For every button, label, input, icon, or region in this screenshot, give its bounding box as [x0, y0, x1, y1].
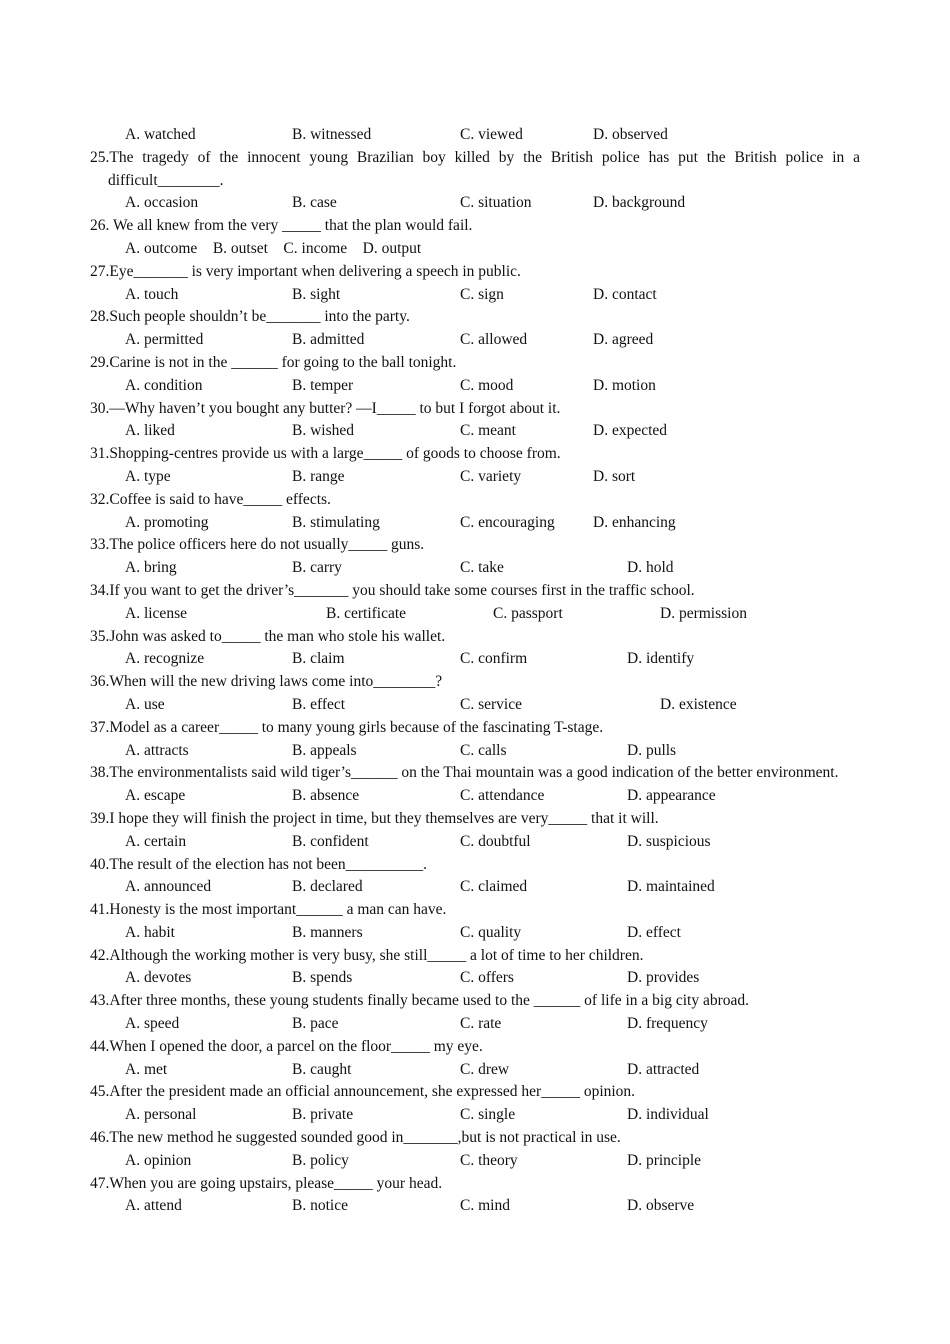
question-stem: 31.Shopping-centres provide us with a large_____ of goods to choose from. — [90, 445, 561, 463]
answer-option-c[interactable]: C. drew — [460, 1060, 510, 1078]
answer-option-a[interactable]: A. personal — [125, 1106, 197, 1124]
question-item — [90, 580, 860, 626]
answer-option-c[interactable]: C. calls — [460, 741, 507, 759]
question-stem: 32.Coffee is said to have_____ effects. — [90, 490, 331, 508]
answer-option-c[interactable]: C. offers — [460, 969, 514, 987]
answer-option-d[interactable]: D. enhancing — [593, 513, 676, 531]
answer-option-a[interactable]: A. recognize — [125, 650, 205, 668]
answer-option-a[interactable]: A. met — [125, 1060, 168, 1078]
answer-option-b[interactable]: B. range — [292, 467, 345, 485]
answer-option-d[interactable]: D. maintained — [627, 878, 715, 896]
answer-option-a[interactable]: A. liked — [125, 422, 175, 440]
answer-options — [90, 557, 860, 580]
answer-option-d[interactable]: D. sort — [593, 467, 636, 485]
question-item — [90, 124, 860, 147]
answer-option-b[interactable]: B. sight — [292, 285, 341, 303]
answer-option-a[interactable]: A. watched — [125, 126, 196, 143]
answer-options — [90, 694, 860, 717]
question-item — [90, 899, 860, 945]
answer-options — [90, 420, 860, 443]
answer-option-d[interactable]: D. observe — [627, 1197, 695, 1215]
question-stem: 25.The tragedy of the innocent young Brazilian boy killed by the British police has put the British police in a difficult________. — [90, 148, 860, 189]
answer-option-b[interactable]: B. declared — [292, 878, 363, 896]
answer-options — [90, 1013, 860, 1036]
answer-options — [90, 466, 860, 489]
answer-option-a[interactable]: A. announced — [125, 878, 212, 896]
question-stem: 46.The new method he suggested sounded good in_______,but is not practical in use. — [90, 1129, 621, 1147]
answer-option-a[interactable]: A. license — [125, 604, 187, 622]
answer-option-b[interactable]: B. carry — [292, 559, 342, 577]
answer-options — [90, 284, 860, 307]
answer-option-c[interactable]: C. doubtful — [460, 832, 531, 850]
answer-options — [90, 512, 860, 535]
answer-option-c[interactable]: C. take — [460, 559, 504, 577]
question-item — [90, 717, 860, 763]
question-stem: 44.When I opened the door, a parcel on the floor_____ my eye. — [90, 1037, 483, 1055]
question-stem: 27.Eye_______ is very important when delivering a speech in public. — [90, 262, 521, 280]
answer-option-b[interactable]: B. notice — [292, 1197, 348, 1215]
answer-option-c[interactable]: C. claimed — [460, 878, 528, 896]
answer-options — [90, 876, 860, 899]
question-stem: 26. We all knew from the very _____ that the plan would fail. — [90, 217, 473, 235]
question-item — [90, 215, 860, 261]
answer-option-d[interactable]: D. pulls — [627, 741, 677, 759]
question-item — [90, 945, 860, 991]
question-item — [90, 261, 860, 307]
answer-option-a[interactable]: A. bring — [125, 559, 177, 577]
answer-option-d[interactable]: D. hold — [627, 559, 674, 577]
answer-option-a[interactable]: A. touch — [125, 285, 179, 303]
answer-option-a[interactable]: A. type — [125, 467, 171, 485]
question-item — [90, 1081, 860, 1127]
answer-option-c[interactable]: C. meant — [460, 422, 516, 440]
answer-option-d[interactable]: D. expected — [593, 422, 668, 440]
question-stem: 34.If you want to get the driver’s_______ you should take some courses first in the traffic school. — [90, 581, 695, 599]
answer-option-b[interactable]: B. admitted — [292, 331, 365, 349]
answer-option-d[interactable]: D. effect — [627, 923, 681, 941]
answer-option-a[interactable]: A. use — [125, 695, 165, 713]
answer-option-c[interactable]: C. mood — [460, 376, 514, 394]
answer-option-c[interactable]: C. passport — [493, 604, 563, 622]
answer-option-c[interactable]: C. quality — [460, 923, 522, 941]
answer-option-d[interactable]: D. individual — [627, 1106, 709, 1124]
question-item — [90, 352, 860, 398]
answer-option-a[interactable]: A. certain — [125, 832, 187, 850]
answer-option-a[interactable]: A. permitted — [125, 331, 204, 349]
answer-option-c[interactable]: C. allowed — [460, 331, 528, 349]
answer-option-c[interactable]: C. viewed — [460, 126, 523, 143]
answer-options — [90, 922, 860, 945]
answer-option-b[interactable]: B. manners — [292, 923, 363, 941]
answer-option-c[interactable]: C. confirm — [460, 650, 528, 668]
answer-option-c[interactable]: C. variety — [460, 467, 522, 485]
question-item — [90, 990, 860, 1036]
answer-option-d[interactable]: D. suspicious — [627, 832, 711, 850]
answer-option-b[interactable]: B. certificate — [326, 604, 407, 622]
answer-options — [90, 740, 860, 763]
answer-option-b[interactable]: B. temper — [292, 376, 354, 394]
question-stem: 28.Such people shouldn’t be_______ into the party. — [90, 308, 410, 326]
answer-option-b[interactable]: B. caught — [292, 1060, 352, 1078]
question-stem: 30.—Why haven’t you bought any butter? —I_____ to but I forgot about it. — [90, 399, 561, 417]
answer-option-b[interactable]: B. confident — [292, 832, 369, 850]
answer-options-inline: A. outcome B. outset C. income D. output — [125, 239, 422, 257]
answer-options — [90, 1150, 860, 1173]
answer-options — [90, 648, 860, 671]
answer-option-a[interactable]: A. escape — [125, 787, 186, 805]
question-item — [90, 626, 860, 672]
answer-option-b[interactable]: B. stimulating — [292, 513, 380, 531]
question-item — [90, 762, 860, 808]
answer-option-c[interactable]: C. rate — [460, 1015, 502, 1033]
answer-options — [90, 967, 860, 990]
answer-option-d[interactable]: D. existence — [660, 695, 737, 713]
answer-option-d[interactable]: D. frequency — [627, 1015, 708, 1033]
answer-option-a[interactable]: A. speed — [125, 1015, 180, 1033]
answer-option-d[interactable]: D. motion — [593, 376, 656, 394]
answer-options — [90, 603, 860, 626]
answer-option-b[interactable]: B. spends — [292, 969, 353, 987]
question-stem: 29.Carine is not in the ______ for going to the ball tonight. — [90, 353, 457, 371]
question-stem: 33.The police officers here do not usually_____ guns. — [90, 536, 425, 554]
answer-option-a[interactable]: A. devotes — [125, 969, 192, 987]
answer-option-d[interactable]: D. identify — [627, 650, 695, 668]
answer-option-a[interactable]: A. habit — [125, 923, 175, 941]
answer-option-b[interactable]: B. claim — [292, 650, 345, 668]
answer-option-c[interactable]: C. theory — [460, 1151, 518, 1169]
answer-option-d[interactable]: D. background — [593, 194, 686, 212]
answer-options — [90, 375, 860, 398]
question-item — [90, 443, 860, 489]
answer-option-a[interactable]: A. occasion — [125, 194, 199, 212]
answer-option-c[interactable]: C. encouraging — [460, 513, 555, 531]
answer-option-d[interactable]: D. observed — [593, 126, 668, 143]
answer-options — [90, 1195, 860, 1218]
answer-options — [90, 831, 860, 854]
exam-page — [90, 124, 860, 1218]
answer-option-b[interactable]: B. effect — [292, 695, 346, 713]
question-stem: 35.John was asked to_____ the man who stole his wallet. — [90, 627, 446, 645]
answer-option-d[interactable]: D. contact — [593, 285, 657, 303]
answer-option-c[interactable]: C. single — [460, 1106, 516, 1124]
question-stem: 43.After three months, these young students finally became used to the ______ of life in a big city abroad. — [90, 992, 750, 1010]
answer-option-c[interactable]: C. situation — [460, 194, 532, 212]
answer-options — [90, 785, 860, 808]
answer-option-c[interactable]: C. mind — [460, 1197, 510, 1215]
question-item — [90, 1173, 860, 1219]
question-stem: 42.Although the working mother is very busy, she still_____ a lot of time to her children. — [90, 946, 644, 964]
answer-option-d[interactable]: D. permission — [660, 604, 747, 622]
answer-option-c[interactable]: C. sign — [460, 285, 504, 303]
answer-option-b[interactable]: B. appeals — [292, 741, 357, 759]
question-stem: 47.When you are going upstairs, please_____ your head. — [90, 1174, 443, 1192]
question-item — [90, 147, 860, 215]
answer-option-b[interactable]: B. case — [292, 194, 337, 212]
answer-option-d[interactable]: D. appearance — [627, 787, 716, 805]
answer-option-d[interactable]: D. agreed — [593, 331, 654, 349]
question-item — [90, 854, 860, 900]
answer-option-a[interactable]: A. promoting — [125, 513, 209, 531]
question-item — [90, 1036, 860, 1082]
question-item — [90, 534, 860, 580]
question-stem: 41.Honesty is the most important______ a man can have. — [90, 901, 447, 919]
answer-options — [90, 124, 860, 147]
answer-options — [90, 329, 860, 352]
answer-option-c[interactable]: C. service — [460, 695, 522, 713]
question-item — [90, 489, 860, 535]
answer-options — [90, 1059, 860, 1082]
answer-option-b[interactable]: B. pace — [292, 1015, 339, 1033]
question-stem: 45.After the president made an official announcement, she expressed her_____ opinion. — [90, 1083, 636, 1101]
answer-options — [90, 192, 860, 215]
question-stem: 36.When will the new driving laws come into________? — [90, 673, 443, 691]
question-item — [90, 671, 860, 717]
answer-option-c[interactable]: C. attendance — [460, 787, 545, 805]
answer-option-d[interactable]: D. attracted — [627, 1060, 700, 1078]
answer-option-a[interactable]: A. attracts — [125, 741, 189, 759]
question-stem: 40.The result of the election has not been__________. — [90, 855, 428, 873]
question-item — [90, 808, 860, 854]
answer-option-d[interactable]: D. provides — [627, 969, 700, 987]
answer-option-a[interactable]: A. attend — [125, 1197, 182, 1215]
question-stem: 39.I hope they will finish the project in time, but they themselves are very_____ that it will. — [90, 809, 659, 827]
answer-option-b[interactable]: B. private — [292, 1106, 354, 1124]
answer-option-a[interactable]: A. condition — [125, 376, 203, 394]
question-item — [90, 306, 860, 352]
question-item — [90, 398, 860, 444]
question-stem: 37.Model as a career_____ to many young girls because of the fascinating T-stage. — [90, 718, 604, 736]
answer-options — [90, 1104, 860, 1127]
answer-option-b[interactable]: B. policy — [292, 1151, 349, 1169]
answer-option-b[interactable]: B. witnessed — [292, 126, 372, 143]
question-item — [90, 1127, 860, 1173]
answer-option-a[interactable]: A. opinion — [125, 1151, 192, 1169]
answer-option-b[interactable]: B. wished — [292, 422, 354, 440]
answer-option-b[interactable]: B. absence — [292, 787, 360, 805]
question-stem: 38.The environmentalists said wild tiger’s______ on the Thai mountain was a good indication of the better environment. — [90, 764, 839, 782]
answer-option-d[interactable]: D. principle — [627, 1151, 702, 1169]
